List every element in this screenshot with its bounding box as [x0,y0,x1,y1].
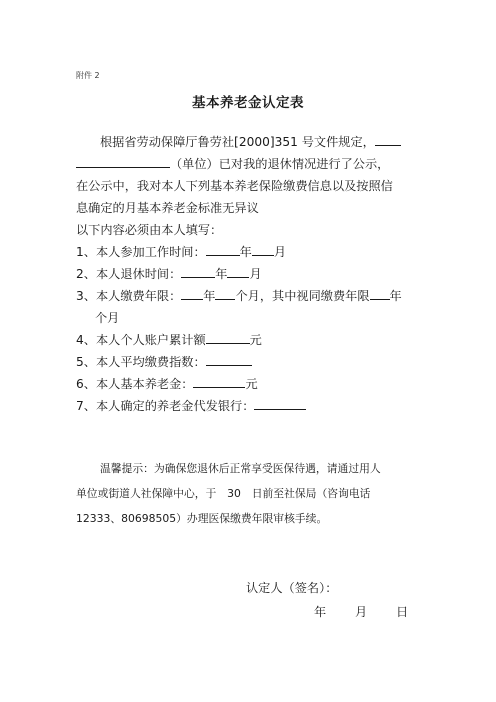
intro-line-2 [76,155,389,173]
item-1-year: 年 [239,245,252,259]
notice-line-2: 单位或街道人社保障中心，于 30 日前至社保局（咨询电话 [76,487,371,500]
item-6 [76,375,258,393]
item-7 [76,397,306,415]
blank-pay-months[interactable] [215,288,235,300]
blank-account-total[interactable] [206,332,250,344]
item-4-label: 4、本人个人账户累计额 [76,333,206,347]
item-2-label: 2、本人退休时间： [76,267,182,281]
item-5 [76,353,252,371]
item-3-year: 年 [203,289,216,303]
item-2-month: 月 [249,267,262,281]
blank-retire-month[interactable] [227,266,249,278]
item-3-text: 个月，其中视同缴费年限 [235,289,370,303]
intro-line-5: 以下内容必须由本人填写： [76,223,223,237]
item-4-unit: 元 [249,333,262,347]
item-3-cont: 个月 [95,311,120,325]
item-2-year: 年 [215,267,228,281]
item-1-label: 1、本人参加工作时间： [76,245,206,259]
blank-work-month[interactable] [252,244,274,256]
item-3-year-2: 年 [389,289,402,303]
intro-line-3: 在公示中，我对本人下列基本养老保险缴费信息以及按照信 [76,179,393,193]
intro-text-2: （单位）已对我的退休情况进行了公示， [170,157,390,171]
notice-line-3: 12333、80698505）办理医保缴费年限审核手续。 [76,512,328,525]
date-year: 年 [314,605,327,619]
attachment-label: 附件 2 [76,71,100,80]
signature-label: 认定人（签名）： [246,581,338,595]
blank-org-2[interactable] [76,156,170,168]
item-1-month: 月 [273,245,287,259]
blank-basic-pension[interactable] [193,376,245,388]
blank-pay-years[interactable] [181,288,203,300]
item-1 [76,243,286,261]
item-7-label: 7、本人确定的养老金代发银行： [76,399,255,413]
blank-bank[interactable] [254,398,306,410]
blank-work-year[interactable] [206,244,240,256]
intro-line-4: 息确定的月基本养老金标准无异议 [76,201,259,215]
page-title: 基本养老金认定表 [192,95,304,111]
intro-line-1 [100,133,401,151]
item-3 [76,287,402,305]
item-3-label: 3、本人缴费年限： [76,289,182,303]
date-day: 日 [396,605,409,619]
blank-org-1[interactable] [375,134,401,146]
blank-retire-year[interactable] [181,266,215,278]
item-4 [76,331,262,349]
blank-deemed-years[interactable] [370,288,390,300]
date-month: 月 [355,605,368,619]
item-2 [76,265,262,283]
item-6-label: 6、本人基本养老金： [76,377,194,391]
intro-text-1: 根据省劳动保障厅鲁劳社[2000]351 号文件规定， [100,135,375,149]
item-6-unit: 元 [245,377,258,391]
notice-line-1: 温馨提示：为确保您退休后正常享受医保待遇，请通过用人 [100,462,381,475]
item-5-label: 5、本人平均缴费指数： [76,355,206,369]
blank-pay-index[interactable] [206,354,252,366]
